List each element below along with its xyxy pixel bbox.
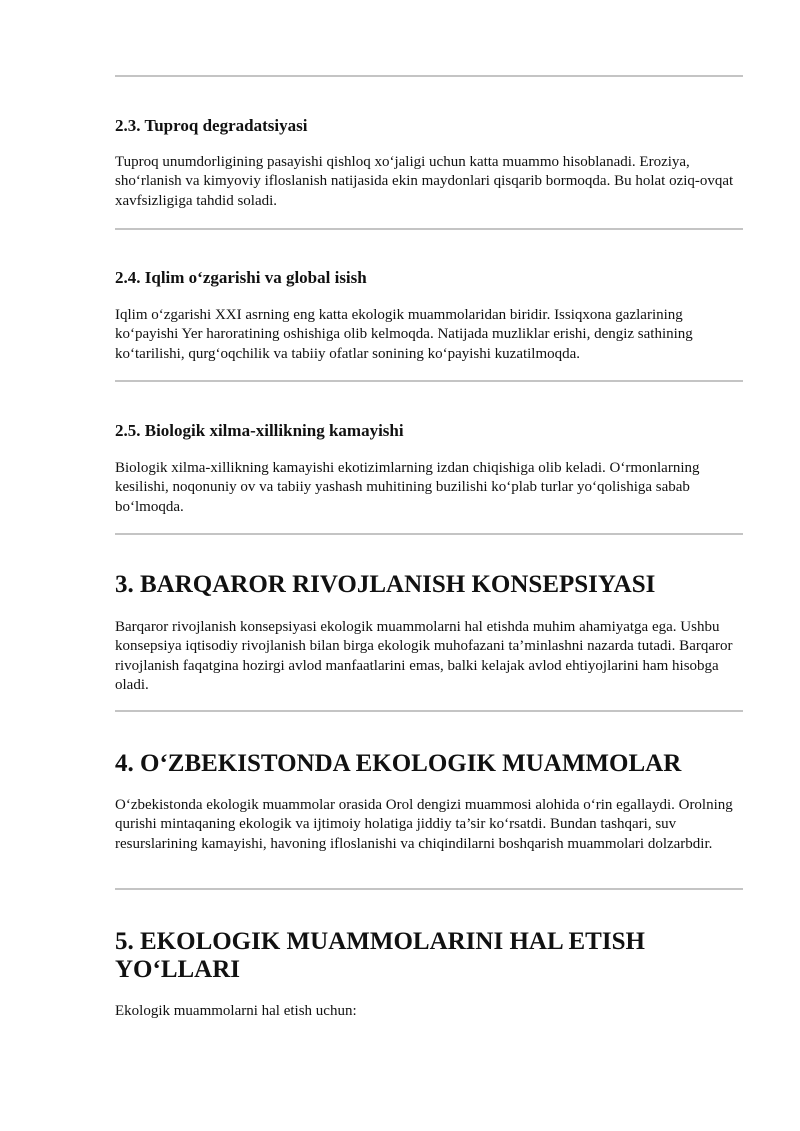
section-heading: 4. O‘ZBEKISTONDA EKOLOGIK MUAMMOLAR	[115, 750, 682, 777]
subsection-heading: 2.3. Tuproq degradatsiyasi	[115, 116, 308, 135]
section-divider	[115, 710, 743, 712]
section-heading: 3. BARQAROR RIVOJLANISH KONSEPSIYASI	[115, 571, 656, 598]
subsection-heading: 2.4. Iqlim o‘zgarishi va global isish	[115, 268, 367, 287]
section-paragraph: Biologik xilma-xillikning kamayishi ekotizimlarning izdan chiqishiga olib keladi. O‘rmonlarning kesilishi, noqonuniy ov va tabiiy yashash muhitining buzilishi ko‘plab turlar yo‘qolishiga sabab bo‘lmoqda.	[115, 460, 700, 515]
section-divider	[115, 75, 743, 77]
section-heading: 5. EKOLOGIK MUAMMOLARINI HAL ETISH YO‘LLARI	[115, 928, 645, 983]
subsection-heading: 2.5. Biologik xilma-xillikning kamayishi	[115, 421, 404, 440]
section-paragraph: O‘zbekistonda ekologik muammolar orasida Orol dengizi muammosi alohida o‘rin egallaydi. Orolning qurishi mintaqaning ekologik va ijtimoiy holatiga jiddiy ta’sir ko‘rsatdi. Bundan tashqari, suv resurslarining kamayishi, havoning ifloslanishi va chiqindilarni boshqarish muammolari dolzarbdir.	[115, 797, 733, 852]
section-paragraph: Barqaror rivojlanish konsepsiyasi ekologik muammolarni hal etishda muhim ahamiyatga ega. Ushbu konsepsiya iqtisodiy rivojlanish bilan birga ekologik muhofazani ta’minlashni nazarda tutadi. Barqaror rivojlanish faqatgina hozirgi avlod manfaatlarini emas, balki kelajak avlod ehtiyojlarini ham hisobga oladi.	[115, 619, 733, 693]
section-divider	[115, 380, 743, 382]
section-paragraph: Tuproq unumdorligining pasayishi qishloq xo‘jaligi uchun katta muammo hisoblanadi. Eroziya, sho‘rlanish va kimyoviy ifloslanish natijasida ekin maydonlari qisqarib bormoqda. Bu holat oziq-ovqat xavfsizligiga tahdid soladi.	[115, 154, 734, 209]
section-paragraph: Iqlim o‘zgarishi XXI asrning eng katta ekologik muammolaridan biridir. Issiqxona gazlarining ko‘payishi Yer haroratining oshishiga olib kelmoqda. Natijada muzliklar erishi, dengiz sathining ko‘tarilishi, qurg‘oqchilik va tabiiy ofatlar sonining ko‘payishi kuzatilmoqda.	[115, 307, 693, 362]
section-divider	[115, 533, 743, 535]
section-divider	[115, 228, 743, 230]
section-divider	[115, 888, 743, 890]
section-paragraph: Ekologik muammolarni hal etish uchun:	[115, 1003, 357, 1019]
